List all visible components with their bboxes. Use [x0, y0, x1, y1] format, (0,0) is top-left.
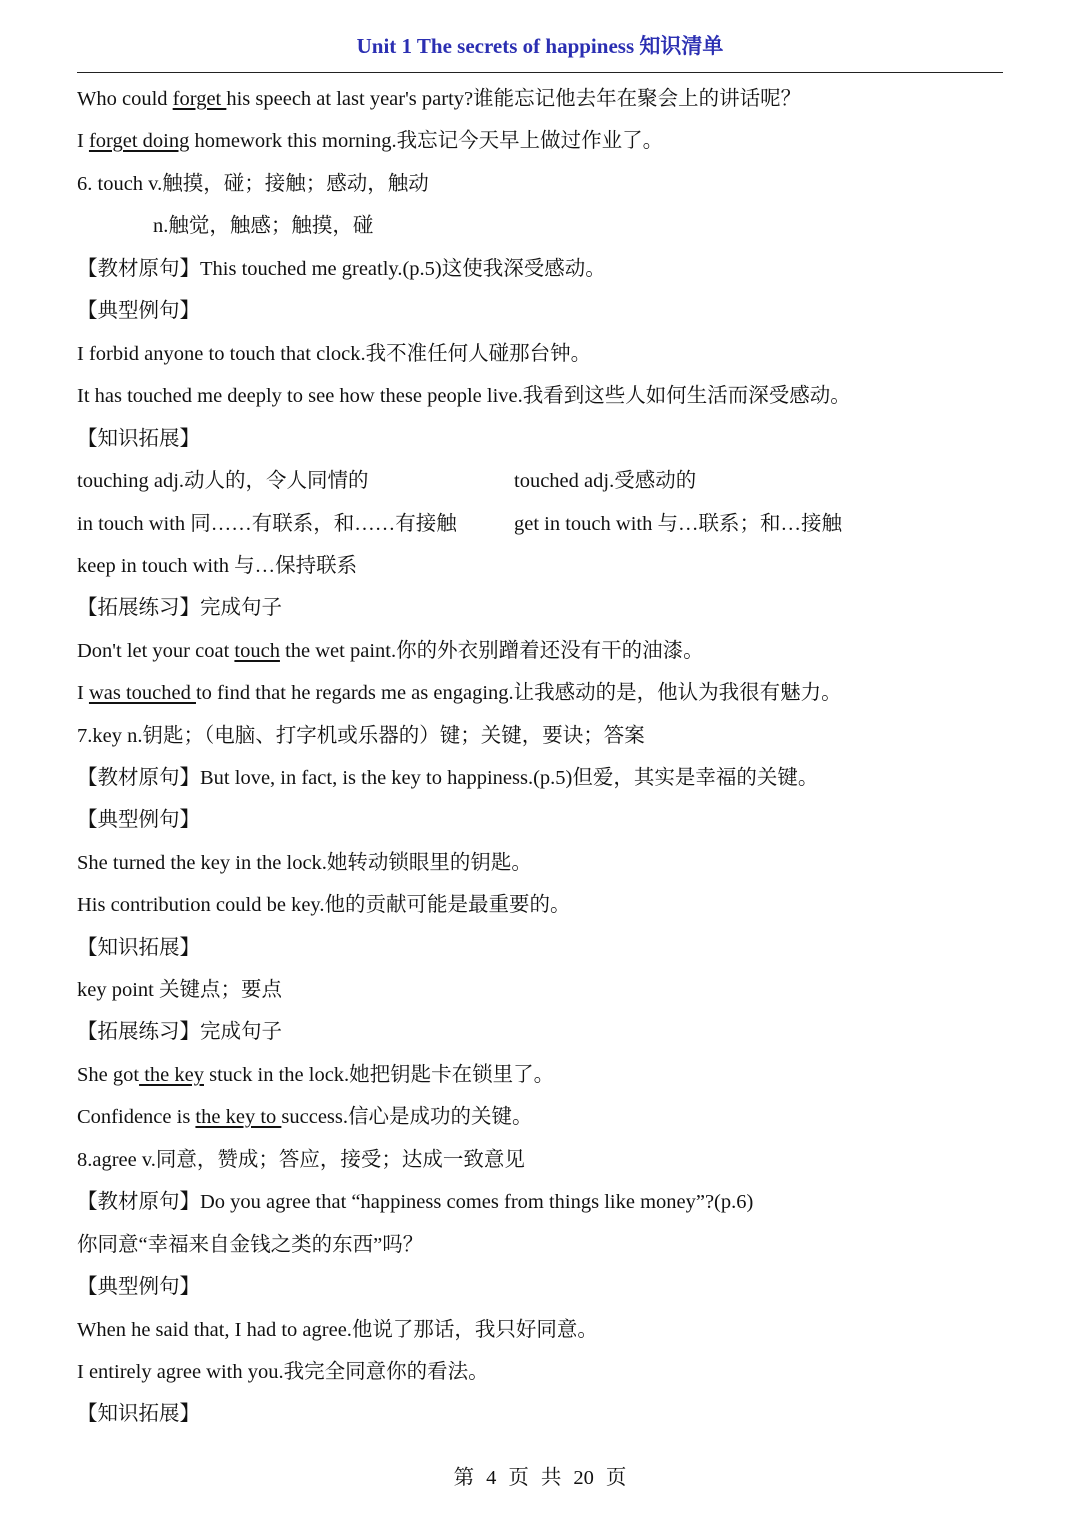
text-line: keep in touch with 与…保持联系	[77, 555, 358, 577]
text-line: I forbid anyone to touch that clock.我不准任何人碰那台钟。	[77, 343, 592, 365]
section-label: 【拓展练习】完成句子	[77, 1021, 282, 1043]
text-line: Confidence is the key to success.信心是成功的关键。	[77, 1106, 533, 1128]
underlined-answer: forget doing	[88, 130, 190, 152]
underlined-answer: was touched	[88, 682, 196, 704]
page-footer: 第 4 页 共 20 页	[453, 1467, 627, 1489]
section-label: 【典型例句】	[77, 809, 200, 831]
header-rule	[77, 72, 1003, 73]
text-line: key point 关键点；要点	[77, 979, 282, 1001]
text-line: It has touched me deeply to see how these people live.我看到这些人如何生活而深受感动。	[77, 385, 851, 407]
text-line: I was touched to find that he regards me as engaging.让我感动的是，他认为我很有魅力。	[77, 682, 842, 704]
page-header-title: Unit 1 The secrets of happiness 知识清单	[356, 34, 724, 58]
text-line: Don't let your coat touch the wet paint.你的外衣别蹭着还没有干的油漆。	[77, 640, 704, 662]
section-label: 【典型例句】	[77, 300, 200, 322]
text-line: in touch with 同……有联系，和……有接触	[77, 513, 457, 535]
text-line: 【教材原句】Do you agree that “happiness comes from things like money”?(p.6)	[77, 1191, 754, 1213]
text-line: 【教材原句】But love, in fact, is the key to happiness.(p.5)但爱，其实是幸福的关键。	[77, 767, 819, 789]
section-label: 【知识拓展】	[77, 937, 200, 959]
text-line: She got the key stuck in the lock.她把钥匙卡在锁里了。	[77, 1064, 555, 1086]
text-line: Who could forget his speech at last year's party?谁能忘记他去年在聚会上的讲话呢？	[77, 88, 802, 110]
text-line: 【教材原句】This touched me greatly.(p.5)这使我深受感动。	[77, 258, 606, 280]
text-line: touched adj.受感动的	[514, 470, 697, 492]
text-line: I entirely agree with you.我完全同意你的看法。	[77, 1361, 489, 1383]
text-line: 你同意“幸福来自金钱之类的东西”吗？	[77, 1234, 424, 1256]
entry-heading: 7.key n.钥匙；（电脑、打字机或乐器的）键；关键，要诀；答案	[77, 725, 645, 747]
section-label: 【拓展练习】完成句子	[77, 597, 282, 619]
underlined-answer: the key	[139, 1064, 204, 1086]
section-label: 【知识拓展】	[77, 428, 200, 450]
text-line: get in touch with 与…联系；和…接触	[514, 513, 842, 535]
underlined-answer: touch	[234, 640, 280, 662]
section-label: 【知识拓展】	[77, 1403, 200, 1425]
text-line: She turned the key in the lock.她转动锁眼里的钥匙。	[77, 852, 532, 874]
underlined-answer: forget	[172, 88, 227, 110]
text-line: touching adj.动人的，令人同情的	[77, 470, 369, 492]
section-label: 【典型例句】	[77, 1276, 200, 1298]
entry-heading: 6. touch v.触摸，碰；接触；感动，触动	[77, 173, 429, 195]
text-line: When he said that, I had to agree.他说了那话，我只好同意。	[77, 1319, 598, 1341]
text-line: I forget doing homework this morning.我忘记今天早上做过作业了。	[77, 130, 664, 152]
total-page-count: 20	[573, 1467, 594, 1489]
underlined-answer: the key to	[195, 1106, 282, 1128]
text-line: His contribution could be key.他的贡献可能是最重要的。	[77, 894, 571, 916]
current-page-number: 4	[486, 1467, 497, 1489]
definition-line: n.触觉，触感；触摸，碰	[153, 215, 374, 237]
entry-heading: 8.agree v.同意，赞成；答应，接受；达成一致意见	[77, 1149, 525, 1171]
